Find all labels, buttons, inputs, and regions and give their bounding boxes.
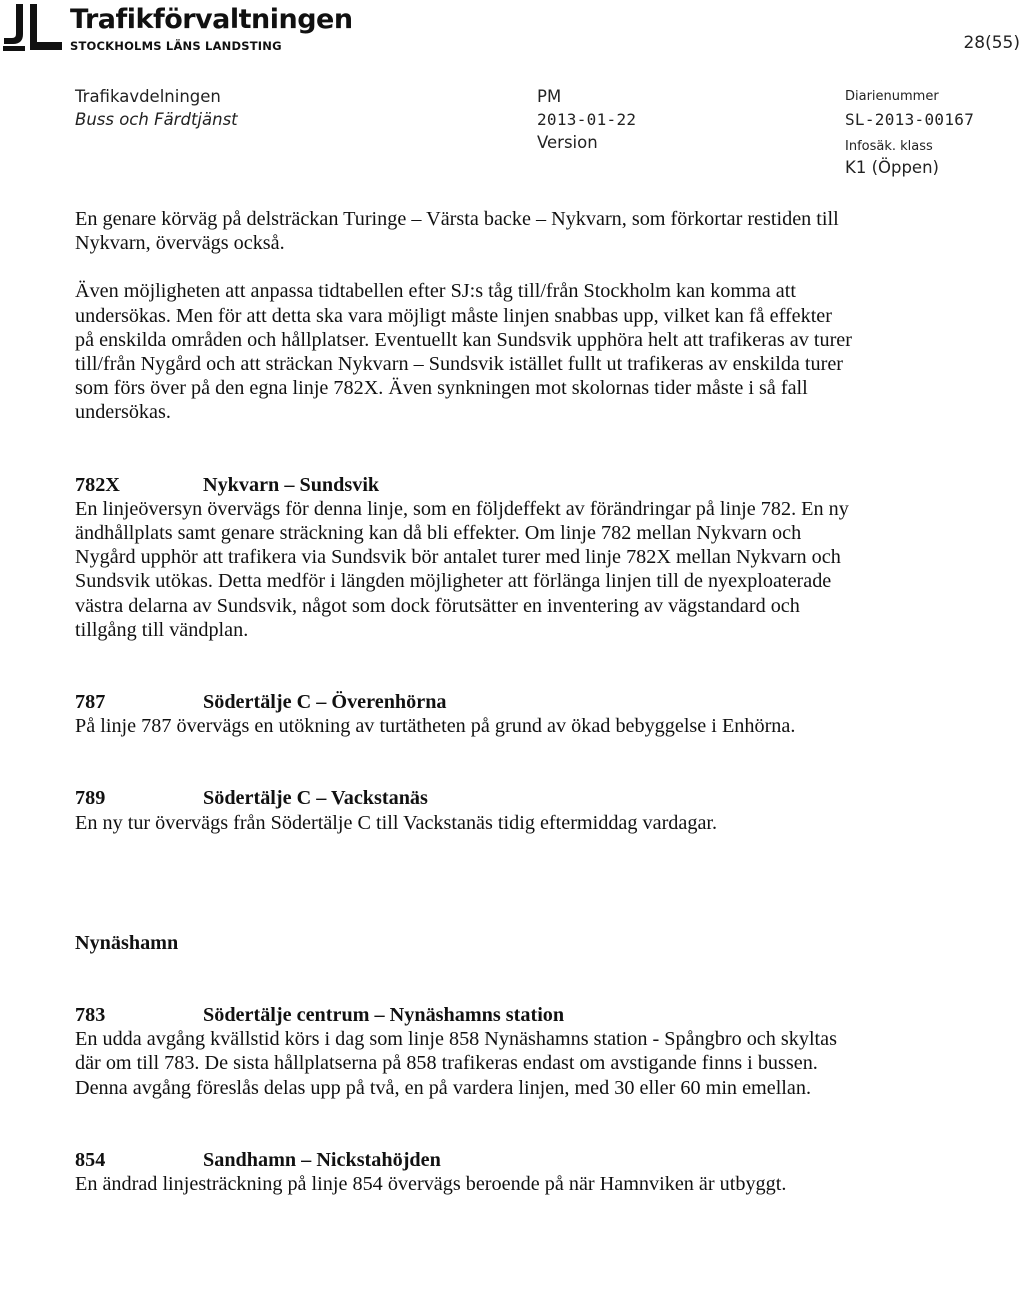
section-789-text: En ny tur övervägs från Södertälje C till Vackstanäs tidig eftermiddag vardagar. (75, 811, 718, 834)
section-783-text: En udda avgång kvällstid körs i dag som linje 858 Nynäshamns station - Spångbro och skyltas där om till 783. De sista hållplatserna på 858 trafikeras endast om avstigande finns i bussen. Denna avgång föreslås delas upp på två, en på vardera linjen, med 30 eller 60 min emellan. (75, 1028, 837, 1099)
section-783 (75, 1003, 855, 1100)
meta-infosak-label: Infosäk. klass (845, 139, 933, 154)
sl-logo-mark-icon (2, 2, 64, 54)
paragraph-timetable: Även möjligheten att anpassa tidtabellen efter SJ:s tåg till/från Stockholm kan komma att undersökas. Men för att detta ska vara möjligt måste linjen snabbas upp, vilket kan få effekter på enskilda områden och hållplatser. Eventuellt kan Sundsvik upphöra helt att trafikeras av turer till/från Nygård och att sträckan Nykvarn – Sundsvik istället fullt ut trafikeras av enskilda turer som förs över på den egna linje 782X. Även synkningen mot skolornas tider måste i så fall undersökas. (75, 280, 852, 424)
meta-registry-block (845, 85, 974, 179)
region-heading-nynashamn: Nynäshamn (75, 931, 179, 954)
route-title: Södertälje C – Vackstanäs (203, 787, 428, 810)
section-854-heading (75, 1148, 855, 1172)
meta-diary-label: Diarienummer (845, 89, 939, 104)
route-number: 783 (75, 1004, 106, 1027)
route-number: 787 (75, 691, 106, 714)
section-789 (75, 786, 855, 834)
section-789-heading (75, 786, 855, 810)
logo-name: Trafikförvaltningen (70, 4, 353, 35)
section-854 (75, 1148, 855, 1196)
route-title: Nykvarn – Sundsvik (203, 473, 380, 496)
section-854-text: En ändrad linjesträckning på linje 854 övervägs beroende på när Hamnviken är utbyggt. (75, 1173, 787, 1196)
meta-diary-number: SL-2013-00167 (845, 110, 975, 129)
document-body (75, 207, 855, 1196)
section-782x-heading (75, 473, 855, 497)
route-title: Sandhamn – Nickstahöjden (203, 1148, 441, 1171)
meta-department-block (75, 85, 238, 131)
meta-version-label: Version (537, 133, 598, 152)
section-787 (75, 690, 855, 738)
meta-infosak-value: K1 (Öppen) (845, 158, 939, 177)
route-number: 782X (75, 473, 120, 496)
section-782x (75, 473, 855, 642)
route-title: Södertälje C – Överenhörna (203, 691, 447, 714)
meta-department: Trafikavdelningen (75, 87, 221, 106)
logo-subtitle: STOCKHOLMS LÄNS LANDSTING (70, 39, 282, 53)
paragraph-route-shortcut: En genare körväg på delsträckan Turinge – Värsta backe – Nykvarn, som förkortar restiden till Nykvarn, övervägs också. (75, 208, 839, 255)
route-title: Södertälje centrum – Nynäshamns station (203, 1004, 565, 1027)
meta-doc-type: PM (537, 87, 562, 106)
section-783-heading (75, 1003, 855, 1027)
section-787-text: På linje 787 övervägs en utökning av turtätheten på grund av ökad bebyggelse i Enhörna. (75, 715, 796, 738)
section-787-heading (75, 690, 855, 714)
meta-date: 2013-01-22 (537, 110, 637, 129)
page-number: 28(55) (963, 33, 1020, 53)
meta-unit: Buss och Färdtjänst (75, 110, 238, 129)
header-logo (0, 2, 420, 52)
route-number: 854 (75, 1148, 106, 1171)
meta-document-block (537, 85, 636, 154)
section-782x-text: En linjeöversyn övervägs för denna linje, som en följdeffekt av förändringar på linje 782. En ny ändhållplats samt genare sträckning kan då bli effekter. Om linje 782 mellan Nykvarn och Nygård upphör att trafikera via Sundsvik bör antalet turer med linje 782X mellan Nykvarn och Sundsvik utökas. Detta medför i längden möjligheter att förlänga linjen till de nyexploaterade västra delarna av Sundsvik, något som dock förutsätter en inventering av vägstandard och tillgång till vändplan. (75, 497, 849, 641)
route-number: 789 (75, 787, 106, 810)
